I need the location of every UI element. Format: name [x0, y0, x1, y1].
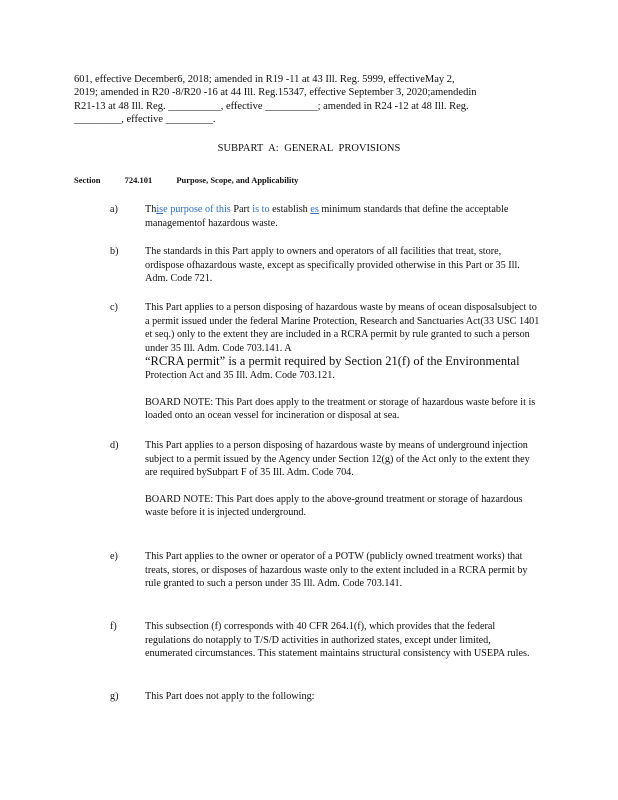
amendment-history [74, 73, 544, 127]
subsection-c [110, 301, 546, 423]
subsection-text: This Part applies to a person disposing of hazardous waste by means of underground injection subject to a permit issued by the Agency under Section 12(g) of the Act only to the extent they are required bySubpart F of 35 Ill. Adm. Code 704. [145, 440, 530, 479]
section-label: Section [74, 175, 101, 185]
text-run: Th [145, 204, 157, 215]
subsection-label: g) [110, 691, 119, 702]
subsection-a [110, 203, 546, 230]
subsection-e [110, 550, 546, 591]
subsection-g [110, 690, 546, 704]
amendment-line: R21-13 at 48 Ill. Reg. __________, effective __________; amended in R24 -12 at 48 Ill. Reg. [74, 100, 469, 112]
subpart-heading: SUBPART A: GENERAL PROVISIONS [217, 143, 401, 154]
subsection-label: e) [110, 551, 118, 562]
section-number: 724.101 [124, 175, 153, 185]
subsection-text: This subsection (f) corresponds with 40 CFR 264.1(f), which provides that the federal regulations do notapply to T/S/D activities in authorized states, except under limited, enumerated circumstances. This statement maintains structural consistency with USEPA rules. [145, 621, 530, 660]
text-run: establish [269, 204, 311, 215]
subsection-f [110, 620, 546, 661]
inserted-text: e purpose [163, 204, 203, 215]
subsection-label: a) [110, 204, 118, 215]
amendment-line: 2019; amended in R20 -8/R20 -16 at 44 Ill. Reg.15347, effective September 3, 2020;amendedin [74, 87, 477, 99]
subsection-label: b) [110, 246, 119, 257]
inserted-text: of this [202, 204, 231, 215]
section-title: Purpose, Scope, and Applicability [176, 175, 299, 185]
definition-text: “RCRA permit” is a permit required by Section 21(f) of the Environmental [145, 354, 520, 369]
inserted-text: is to [252, 204, 270, 215]
amendment-line: _________, effective _________. [74, 114, 216, 126]
inserted-text: is [156, 204, 164, 215]
board-note: BOARD NOTE: This Part does apply to the above-ground treatment or storage of hazardous waste before it is injected underground. [145, 493, 523, 519]
subsection-label: c) [110, 302, 118, 313]
section-heading [74, 175, 320, 185]
subsection-text-tail: Protection Act and 35 Ill. Adm. Code 703.121. [145, 369, 335, 381]
subsection-text: This Part applies to the owner or operator of a POTW (publicly owned treatment works) that treats, stores, or disposes of hazardous waste only to the extent included in a RCRA permit by rule granted to such a person under 35 Ill. Adm. Code 703.141. [145, 551, 528, 590]
subsection-label: f) [110, 621, 117, 632]
text-run: minimum standards that define the acceptable managementof hazardous waste. [145, 204, 509, 229]
board-note: BOARD NOTE: This Part does apply to the treatment or storage of hazardous waste before it is loaded onto an ocean vessel for incineration or disposal at sea. [145, 396, 536, 422]
subsection-text: The standards in this Part apply to owners and operators of all facilities that treat, store, ordispose ofhazardous waste, except as specifically provided otherwise in this Part or 35 Ill. Adm. Code 721. [145, 246, 520, 285]
subsection-text: This Part applies to a person disposing of hazardous waste by means of ocean disposalsubject to a permit issued under the federal Marine Protection, Research and Sanctuaries Act(33 USC 1401 et seq.) only to the extent they are included in a RCRA permit by rule granted to such a person under 35 Ill. Adm. Code 703.141. A [145, 302, 540, 354]
subsection-b [110, 245, 546, 286]
inserted-text: es [310, 204, 319, 215]
subsection-d [110, 439, 546, 520]
amendment-line: 601, effective December6, 2018; amended in R19 -11 at 43 Ill. Reg. 5999, effectiveMay 2, [74, 74, 455, 85]
subsection-text: This Part does not apply to the following: [145, 691, 315, 702]
text-run: Part [230, 204, 253, 215]
subsection-text [145, 203, 540, 230]
subsection-label: d) [110, 440, 119, 451]
